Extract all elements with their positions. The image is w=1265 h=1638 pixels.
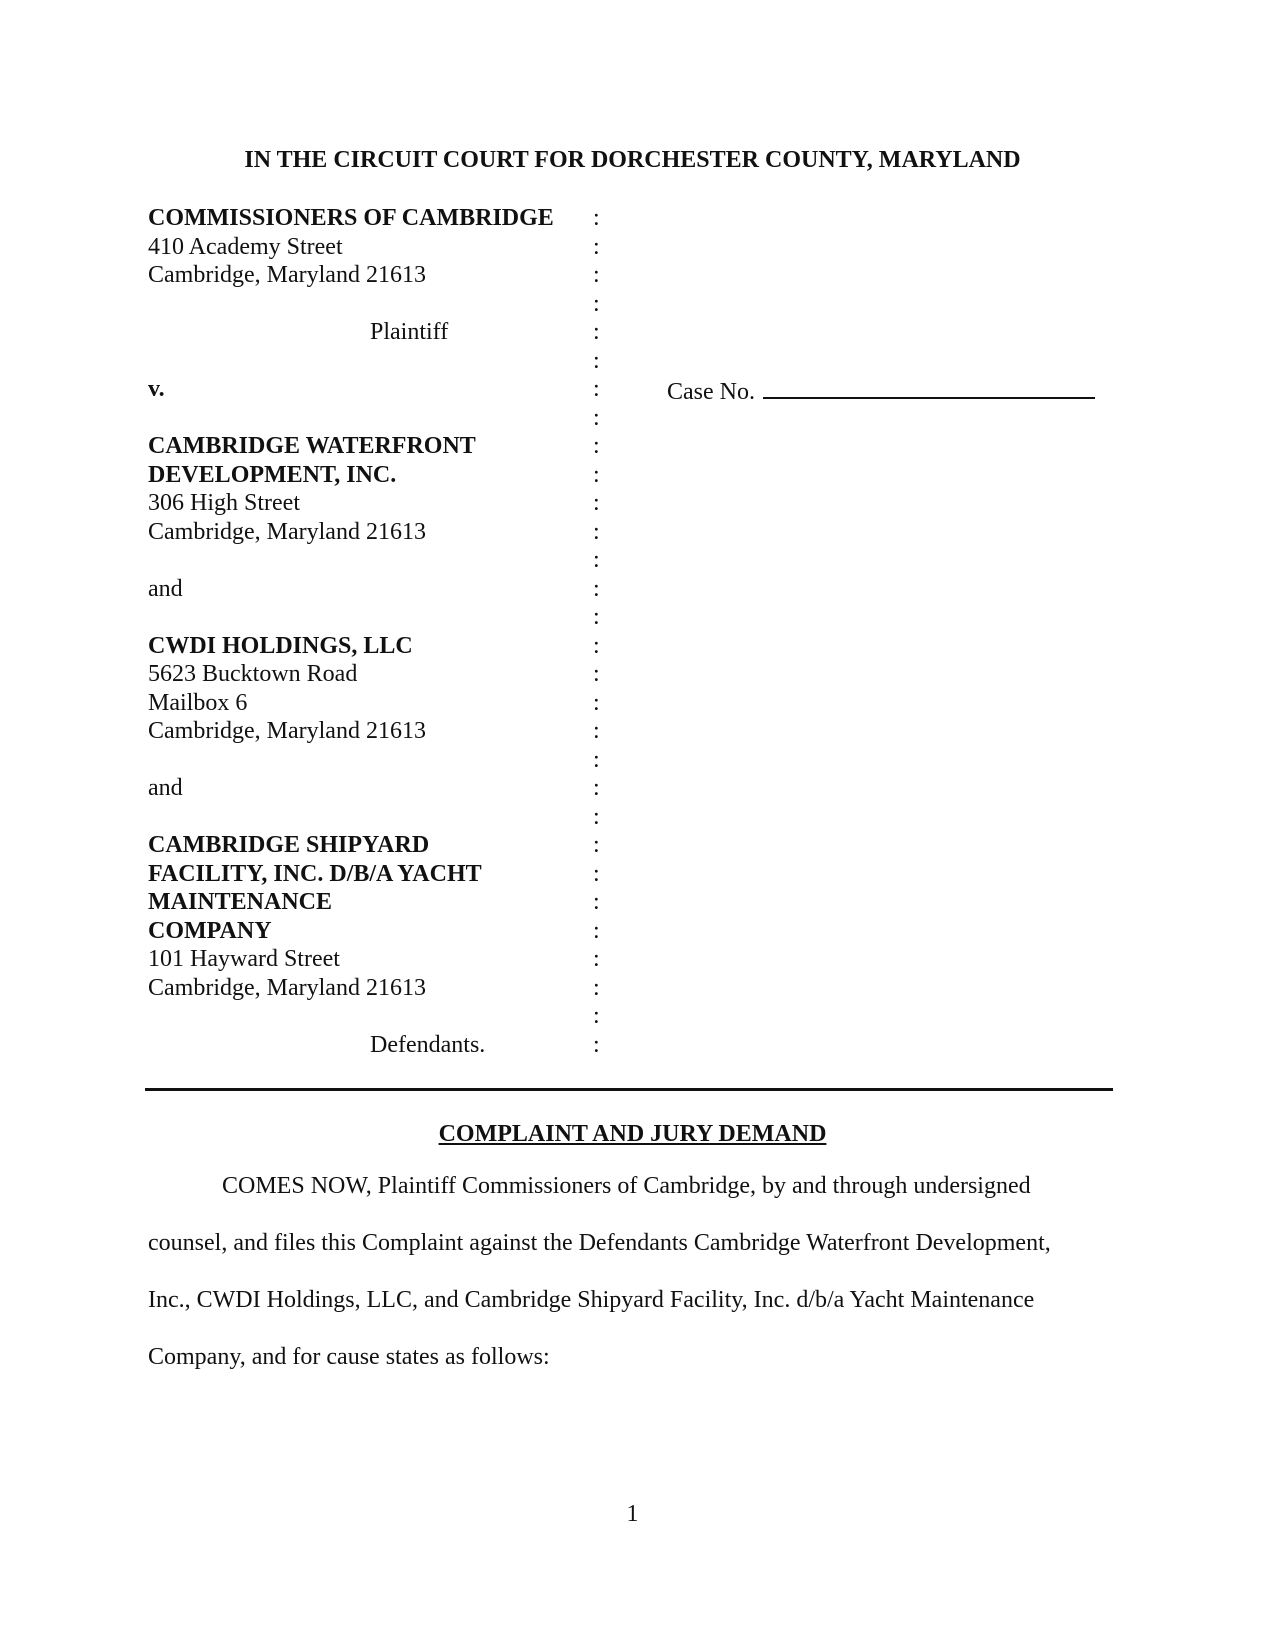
caption-colon: : bbox=[593, 1003, 600, 1029]
defendant-3-name: CAMBRIDGE SHIPYARD bbox=[148, 832, 430, 858]
caption-colon: : bbox=[593, 860, 600, 887]
case-number-label: Case No. bbox=[667, 379, 755, 405]
court-heading: IN THE CIRCUIT COURT FOR DORCHESTER COUNTY, MARYLAND bbox=[244, 147, 1021, 173]
blank-line bbox=[148, 746, 588, 775]
blank-line bbox=[148, 1002, 588, 1031]
defendant-2-address-line: 5623 Bucktown Road bbox=[148, 661, 358, 687]
caption-colon: : bbox=[593, 661, 600, 687]
case-number-field bbox=[667, 375, 1095, 407]
case-caption-parties bbox=[148, 204, 588, 1059]
caption-colon-column bbox=[593, 204, 605, 1059]
caption-colon: : bbox=[593, 518, 600, 545]
blank-line bbox=[148, 290, 588, 319]
caption-colon: : bbox=[593, 775, 600, 801]
blank-line bbox=[148, 546, 588, 575]
caption-colon: : bbox=[593, 604, 600, 630]
plaintiff-name: COMMISSIONERS OF CAMBRIDGE bbox=[148, 205, 554, 231]
caption-colon: : bbox=[593, 689, 600, 716]
and-label: and bbox=[148, 575, 183, 602]
caption-colon: : bbox=[593, 746, 600, 773]
caption-colon: : bbox=[593, 319, 600, 345]
caption-divider bbox=[145, 1088, 1113, 1091]
caption-colon: : bbox=[593, 290, 600, 317]
caption-colon: : bbox=[593, 461, 600, 488]
caption-colon: : bbox=[593, 575, 600, 602]
defendant-1-address-line: 306 High Street bbox=[148, 490, 300, 516]
caption-colon: : bbox=[593, 889, 600, 915]
versus-label: v. bbox=[148, 376, 165, 402]
caption-colon: : bbox=[593, 233, 600, 260]
blank-line bbox=[148, 603, 588, 632]
body-line: Company, and for cause states as follows: bbox=[148, 1344, 550, 1370]
defendant-2-address-line: Mailbox 6 bbox=[148, 689, 248, 716]
plaintiff-address-line: 410 Academy Street bbox=[148, 233, 343, 260]
defendant-3-address-line: 101 Hayward Street bbox=[148, 946, 340, 972]
body-line: Inc., CWDI Holdings, LLC, and Cambridge Shipyard Facility, Inc. d/b/a Yacht Maintenance bbox=[148, 1287, 1035, 1313]
blank-line bbox=[148, 803, 588, 832]
caption-colon: : bbox=[593, 262, 600, 288]
caption-colon: : bbox=[593, 917, 600, 944]
caption-colon: : bbox=[593, 205, 600, 231]
body-paragraph bbox=[148, 1172, 1118, 1400]
caption-colon: : bbox=[593, 376, 600, 402]
blank-line bbox=[148, 404, 588, 433]
body-line: COMES NOW, Plaintiff Commissioners of Cambridge, by and through undersigned bbox=[222, 1173, 1031, 1199]
case-number-blank-line bbox=[763, 375, 1095, 399]
plaintiff-role: Plaintiff bbox=[370, 319, 449, 345]
caption-colon: : bbox=[593, 490, 600, 516]
and-label: and bbox=[148, 775, 183, 801]
defendant-2-address-line: Cambridge, Maryland 21613 bbox=[148, 718, 426, 744]
caption-colon: : bbox=[593, 974, 600, 1001]
caption-colon: : bbox=[593, 632, 600, 659]
plaintiff-address-line: Cambridge, Maryland 21613 bbox=[148, 262, 426, 288]
caption-colon: : bbox=[593, 803, 600, 830]
caption-colon: : bbox=[593, 946, 600, 972]
caption-colon: : bbox=[593, 718, 600, 744]
page-number: 1 bbox=[626, 1501, 639, 1527]
body-line: counsel, and files this Complaint against the Defendants Cambridge Waterfront Development, bbox=[148, 1230, 1051, 1256]
defendant-3-name: MAINTENANCE bbox=[148, 889, 333, 915]
document-title-text: COMPLAINT AND JURY DEMAND bbox=[438, 1121, 827, 1147]
defendant-3-name: COMPANY bbox=[148, 917, 272, 944]
caption-colon: : bbox=[593, 404, 600, 431]
caption-colon: : bbox=[593, 832, 600, 858]
defendant-2-name: CWDI HOLDINGS, LLC bbox=[148, 632, 413, 659]
defendant-1-name: CAMBRIDGE WATERFRONT bbox=[148, 433, 476, 459]
caption-colon: : bbox=[593, 347, 600, 374]
defendant-3-name: FACILITY, INC. D/B/A YACHT bbox=[148, 860, 482, 887]
caption-colon: : bbox=[593, 433, 600, 459]
defendant-1-address-line: Cambridge, Maryland 21613 bbox=[148, 518, 426, 545]
blank-line bbox=[148, 347, 588, 376]
defendants-role: Defendants. bbox=[370, 1031, 486, 1058]
caption-colon: : bbox=[593, 1031, 600, 1058]
defendant-3-address-line: Cambridge, Maryland 21613 bbox=[148, 974, 426, 1001]
caption-colon: : bbox=[593, 547, 600, 573]
document-title bbox=[0, 1120, 1265, 1148]
defendant-1-name: DEVELOPMENT, INC. bbox=[148, 461, 397, 488]
